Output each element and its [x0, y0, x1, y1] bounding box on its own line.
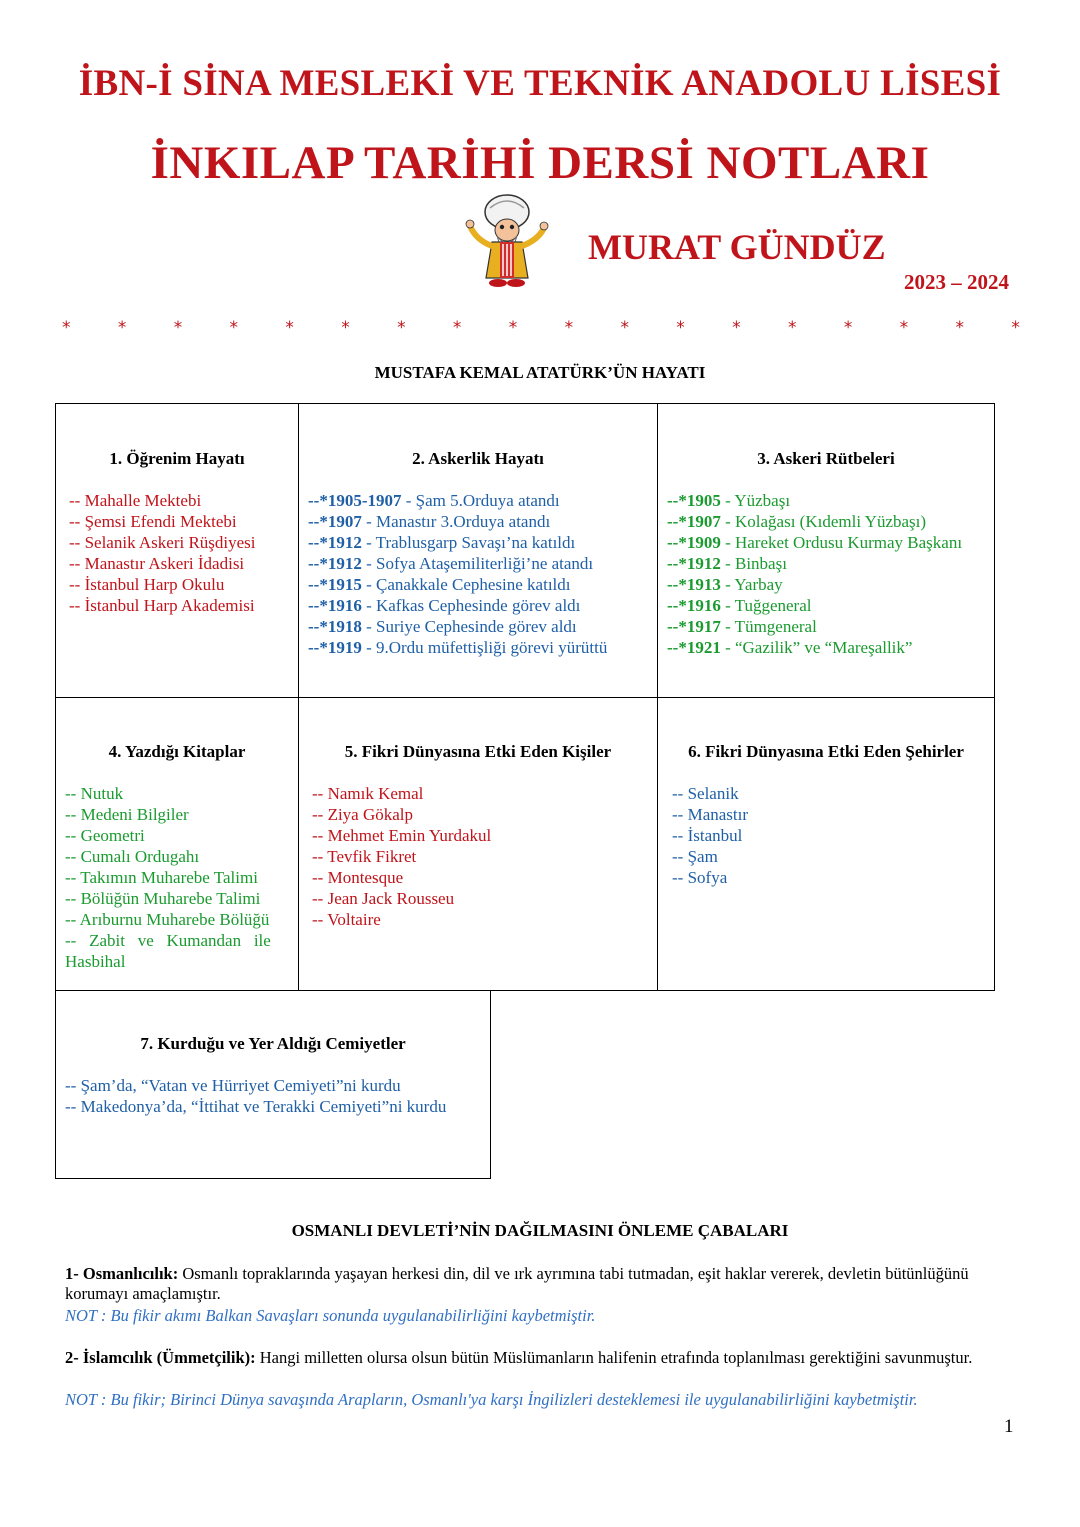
item-year: --*1915: [308, 575, 362, 594]
divider-star: *: [1011, 318, 1020, 338]
list-item: [667, 595, 962, 616]
item-text: - Manastır 3.Orduya atandı: [361, 512, 551, 531]
people-title: 5. Fikri Dünyasına Etki Eden Kişiler: [344, 742, 612, 761]
list-item: [667, 553, 962, 574]
list-item: -- Namık Kemal: [312, 784, 424, 803]
cities-cell: [657, 697, 995, 991]
islamism-note: NOT : Bu fikir; Birinci Dünya savaşında Arapların, Osmanlı'ya karşı İngilizleri desteklemesi ile uygulanabilirliğini kaybetmiştir.: [65, 1390, 918, 1409]
list-item: -- Geometri: [65, 826, 145, 845]
school-year: 2023 – 2024: [904, 270, 1009, 294]
nasreddin-hoca-mascot-icon: [462, 190, 552, 290]
divider-star: *: [508, 318, 518, 338]
ottomanism-note: NOT : Bu fikir akımı Balkan Savaşları sonunda uygulanabilirliğini kaybetmiştir.: [65, 1306, 596, 1325]
list-item: -- Nutuk: [65, 784, 124, 803]
list-item: [667, 511, 962, 532]
list-item: [667, 637, 962, 658]
ottomanism-label: 1- Osmanlıcılık:: [65, 1264, 179, 1283]
list-item: -- Medeni Bilgiler: [65, 805, 189, 824]
ranks-list: [667, 490, 962, 658]
divider-star: *: [229, 318, 239, 338]
divider-star: *: [732, 318, 741, 338]
item-year: --*1916: [308, 596, 362, 615]
list-item: [308, 574, 607, 595]
education-title: 1. Öğrenim Hayatı: [109, 449, 245, 468]
military-title: 2. Askerlik Hayatı: [412, 449, 544, 468]
cities-list: [672, 783, 748, 888]
item-year: --*1919: [308, 638, 362, 657]
list-item: -- Takımın Muharebe Talimi: [65, 868, 258, 887]
divider-star: *: [620, 318, 629, 338]
item-text: - Binbaşı: [720, 554, 787, 573]
item-text: - Tümgeneral: [720, 617, 817, 636]
list-item: [308, 637, 607, 658]
item-year: --*1905-1907: [308, 491, 402, 510]
list-item: -- Bölüğün Muharebe Talimi: [65, 889, 261, 908]
item-text: - Yüzbaşı: [720, 491, 791, 510]
list-item: -- Makedonya’da, “İttihat ve Terakki Cemiyeti”ni kurdu: [65, 1097, 447, 1116]
item-year: --*1912: [308, 533, 362, 552]
divider-star: *: [787, 318, 797, 338]
people-cell: [298, 697, 658, 991]
list-item: -- Ziya Gökalp: [312, 805, 414, 824]
list-item: -- Mehmet Emin Yurdakul: [312, 826, 492, 845]
list-item: -- Şam’da, “Vatan ve Hürriyet Cemiyeti”ni kurdu: [65, 1076, 401, 1095]
books-list: [65, 783, 271, 972]
islamism-paragraph: [65, 1348, 1015, 1368]
list-item: [308, 490, 607, 511]
list-item: -- Manastır: [672, 805, 749, 824]
books-cell: [55, 697, 299, 991]
divider-star: *: [341, 318, 350, 338]
page-number: 1: [1004, 1416, 1014, 1437]
list-item: [308, 532, 607, 553]
school-name: İBN-İ SİNA MESLEKİ VE TEKNİK ANADOLU LİSESİ: [78, 63, 1002, 104]
list-item: -- Tevfik Fikret: [312, 847, 417, 866]
star-divider: [62, 318, 1020, 338]
item-text: - Trablusgarp Savaşı’na katıldı: [361, 533, 576, 552]
divider-star: *: [285, 318, 294, 338]
item-year: --*1907: [308, 512, 362, 531]
divider-star: *: [117, 318, 127, 338]
societies-list: [65, 1075, 446, 1117]
item-year: --*1912: [667, 554, 721, 573]
item-text: - Yarbay: [720, 575, 783, 594]
societies-cell: [55, 990, 491, 1179]
books-title: 4. Yazdığı Kitaplar: [108, 742, 246, 761]
item-year: --*1905: [667, 491, 721, 510]
item-text: - Kolağası (Kıdemli Yüzbaşı): [720, 512, 927, 531]
divider-star: *: [843, 318, 853, 338]
item-text: - Sofya Ataşemiliterliği’ne atandı: [361, 554, 594, 573]
ranks-title: 3. Askeri Rütbeleri: [757, 449, 895, 468]
item-text: - Tuğgeneral: [720, 596, 812, 615]
item-year: --*1912: [308, 554, 362, 573]
item-text: - Çanakkale Cephesine katıldı: [361, 575, 571, 594]
item-year: --*1913: [667, 575, 721, 594]
education-cell: [55, 403, 299, 698]
list-item: -- İstanbul Harp Okulu: [69, 575, 225, 594]
divider-star: *: [955, 318, 964, 338]
divider-star: *: [452, 318, 462, 338]
list-item: [667, 574, 962, 595]
divider-star: *: [397, 318, 406, 338]
list-item: -- Şam: [672, 847, 718, 866]
list-item: -- Zabit ve Kumandan ile: [65, 931, 271, 950]
item-text: - Suriye Cephesinde görev aldı: [361, 617, 577, 636]
islamism-label: 2- İslamcılık (Ümmetçilik):: [65, 1348, 256, 1367]
item-text: - 9.Ordu müfettişliği görevi yürüttü: [361, 638, 608, 657]
list-item: -- Manastır Askeri İdadisi: [69, 554, 245, 573]
divider-star: *: [676, 318, 685, 338]
ataturk-life-heading: MUSTAFA KEMAL ATATÜRK’ÜN HAYATI: [374, 363, 706, 382]
list-item: [667, 616, 962, 637]
list-item: -- İstanbul: [672, 826, 743, 845]
list-item: -- Sofya: [672, 868, 728, 887]
item-text: - Kafkas Cephesinde görev aldı: [361, 596, 581, 615]
list-item: -- Cumalı Ordugahı: [65, 847, 200, 866]
list-item: [308, 511, 607, 532]
divider-star: *: [173, 318, 183, 338]
item-year: --*1921: [667, 638, 721, 657]
islamism-text: Hangi milletten olursa olsun bütün Müslümanların halifenin etrafında toplanılması gerektiğini savunmuştur.: [255, 1348, 973, 1367]
item-year: --*1918: [308, 617, 362, 636]
military-cell: [298, 403, 658, 698]
list-item: [308, 595, 607, 616]
item-year: --*1909: [667, 533, 721, 552]
list-item: -- Montesque: [312, 868, 404, 887]
list-item: [667, 532, 962, 553]
item-text: - Hareket Ordusu Kurmay Başkanı: [720, 533, 963, 552]
list-item: [667, 490, 962, 511]
military-list: [308, 490, 607, 658]
item-year: --*1907: [667, 512, 721, 531]
education-list: [69, 490, 256, 616]
list-item: -- Arıburnu Muharebe Bölüğü: [65, 910, 270, 929]
course-title: İNKILAP TARİHİ DERSİ NOTLARI: [150, 137, 930, 189]
item-year: --*1917: [667, 617, 721, 636]
list-item: -- Mahalle Mektebi: [69, 491, 202, 510]
list-item: -- Selanik Askeri Rüşdiyesi: [69, 533, 256, 552]
ottomanism-text: Osmanlı topraklarında yaşayan herkesi din, dil ve ırk ayrımına tabi tutmadan, eşit haklar vererek, devletin bütünlüğünü korumayı amaçlamıştır.: [65, 1264, 969, 1303]
item-year: --*1916: [667, 596, 721, 615]
divider-star: *: [62, 318, 71, 338]
item-text: - Şam 5.Orduya atandı: [401, 491, 560, 510]
people-list: [312, 783, 491, 930]
ottomanism-paragraph: [65, 1264, 1015, 1304]
societies-title: 7. Kurduğu ve Yer Aldığı Cemiyetler: [140, 1034, 406, 1053]
cities-title: 6. Fikri Dünyasına Etki Eden Şehirler: [688, 742, 964, 761]
divider-star: *: [564, 318, 574, 338]
list-item: [308, 616, 607, 637]
item-text: - “Gazilik” ve “Mareşallik”: [720, 638, 913, 657]
list-item: -- Selanik: [672, 784, 739, 803]
list-item: Hasbihal: [65, 952, 126, 971]
list-item: -- İstanbul Harp Akademisi: [69, 596, 255, 615]
ottoman-heading: OSMANLI DEVLETİ’NİN DAĞILMASINI ÖNLEME ÇABALARI: [291, 1221, 789, 1240]
list-item: -- Jean Jack Rousseu: [312, 889, 455, 908]
list-item: [308, 553, 607, 574]
list-item: -- Şemsi Efendi Mektebi: [69, 512, 237, 531]
author-name: MURAT GÜNDÜZ: [588, 227, 886, 267]
ranks-cell: [657, 403, 995, 698]
list-item: -- Voltaire: [312, 910, 381, 929]
divider-star: *: [899, 318, 909, 338]
